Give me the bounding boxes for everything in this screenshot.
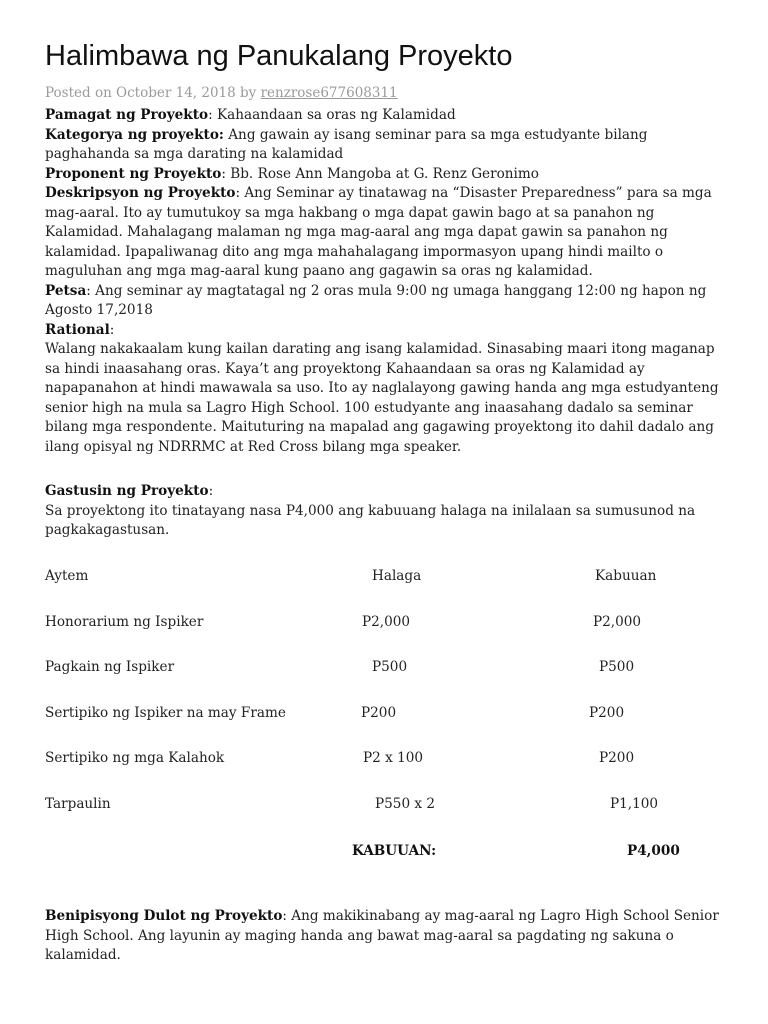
deskripsyon-label: Deskripsyon ng Proyekto bbox=[45, 185, 236, 201]
row-item: Sertipiko ng mga Kalahok bbox=[45, 750, 225, 766]
posted-on-text: Posted on October 14, 2018 by bbox=[45, 85, 257, 101]
row-item: Pagkain ng Ispiker bbox=[45, 659, 175, 675]
deskripsyon-value: : Ang Seminar ay tinatawag na “Disaster Preparedness” para sa mga mag-aaral. Ito ay tumutukoy sa mga hakbang o mga dapat gawin bago at sa panahon ng Kalamidad. Mahalagang malaman ng mga mag-aaral ang mga dapat gawin sa panahon ng kalamidad. Ipapaliwanag dito ang mga mahahalagang impormasyon upang hindi mailto o maguluhan ang mga mag-aaral kung paano ang gagawin sa oras ng kalamidad. bbox=[45, 185, 712, 279]
row-kabuuan: P2,000 bbox=[593, 614, 642, 630]
budget-row bbox=[45, 796, 725, 816]
gastusin-intro: Sa proyektong ito tinatayang nasa P4,000 ang kabuuang halaga na inilalaan sa sumusunod na pagkakagastusan. bbox=[45, 502, 696, 538]
petsa-paragraph bbox=[45, 282, 725, 321]
budget-total-row bbox=[45, 843, 725, 863]
pamagat-value: : Kahaandaan sa oras ng Kalamidad bbox=[208, 107, 456, 123]
petsa-label: Petsa bbox=[45, 282, 87, 299]
row-kabuuan: P1,100 bbox=[610, 796, 659, 812]
budget-row bbox=[45, 705, 725, 725]
header-kabuuan: Kabuuan bbox=[595, 568, 657, 584]
budget-row bbox=[45, 659, 725, 679]
row-halaga: P2 x 100 bbox=[363, 750, 424, 766]
gastusin-label: Gastusin ng Proyekto bbox=[45, 483, 209, 499]
project-details bbox=[45, 106, 725, 457]
total-value: P4,000 bbox=[627, 843, 680, 859]
row-item: Honorarium ng Ispiker bbox=[45, 614, 204, 630]
rational-heading bbox=[45, 321, 725, 341]
page-title: Halimbawa ng Panukalang Proyekto bbox=[45, 40, 513, 72]
header-halaga: Halaga bbox=[372, 568, 422, 584]
row-kabuuan: P200 bbox=[589, 705, 625, 721]
row-kabuuan: P500 bbox=[599, 659, 635, 675]
total-label: KABUUAN: bbox=[352, 843, 437, 859]
header-aytem: Aytem bbox=[45, 568, 89, 584]
row-halaga: P200 bbox=[361, 705, 397, 721]
kategorya-paragraph bbox=[45, 126, 725, 165]
row-item: Tarpaulin bbox=[45, 796, 111, 812]
rational-label: Rational bbox=[45, 321, 110, 338]
benepisyo-label: Benipisyong Dulot ng Proyekto bbox=[45, 908, 283, 924]
row-item: Sertipiko ng Ispiker na may Frame bbox=[45, 705, 286, 721]
gastusin-section bbox=[45, 482, 725, 541]
pamagat-paragraph bbox=[45, 106, 725, 126]
gastusin-colon: : bbox=[208, 483, 214, 499]
proponent-paragraph bbox=[45, 165, 725, 185]
benepisyo-section bbox=[45, 907, 725, 966]
kategorya-label: Kategorya ng proyekto: bbox=[45, 126, 224, 143]
petsa-value: : Ang seminar ay magtatagal ng 2 oras mula 9:00 ng umaga hanggang 12:00 ng hapon ng Agosto 17,2018 bbox=[45, 282, 707, 318]
post-meta bbox=[45, 85, 398, 101]
budget-row bbox=[45, 614, 725, 634]
budget-row bbox=[45, 750, 725, 770]
rational-text: Walang nakakaalam kung kailan darating ang isang kalamidad. Sinasabing maari itong maganap sa hindi inaasahang oras. Kaya’t ang proyektong Kahaandaan sa oras ng Kalamidad ay napapanahon at hindi mawawala sa uso. Ito ay naglalayong gawing handa ang mga estudyanteng senior high na mula sa Lagro High School. 100 estudyante ang inaasahang dadalo sa seminar bilang mga respondente. Maituturing na mapalad ang gagawing proyektong ito dahil dadalo ang ilang opisyal ng NDRRMC at Red Cross bilang mga speaker. bbox=[45, 341, 719, 455]
benepisyo-paragraph bbox=[45, 907, 725, 966]
pamagat-label: Pamagat ng Proyekto bbox=[45, 107, 209, 123]
rational-colon: : bbox=[109, 321, 115, 338]
row-halaga: P500 bbox=[372, 659, 408, 675]
gastusin-heading bbox=[45, 482, 725, 502]
budget-header-row bbox=[45, 568, 725, 588]
proponent-value: : Bb. Rose Ann Mangoba at G. Renz Geronimo bbox=[221, 165, 539, 182]
deskripsyon-paragraph bbox=[45, 184, 725, 282]
kategorya-value: Ang gawain ay isang seminar para sa mga estudyante bilang paghahanda sa mga darating na kalamidad bbox=[45, 126, 648, 162]
proponent-label: Proponent ng Proyekto bbox=[45, 165, 222, 182]
row-halaga: P2,000 bbox=[362, 614, 411, 630]
row-kabuuan: P200 bbox=[599, 750, 635, 766]
row-halaga: P550 x 2 bbox=[375, 796, 436, 812]
author-link[interactable]: renzrose677608311 bbox=[260, 85, 398, 101]
benepisyo-value: : Ang makikinabang ay mag-aaral ng Lagro High School Senior High School. Ang layunin ay maging handa ang bawat mag-aaral sa pagdating ng sakuna o kalamidad. bbox=[45, 908, 719, 963]
